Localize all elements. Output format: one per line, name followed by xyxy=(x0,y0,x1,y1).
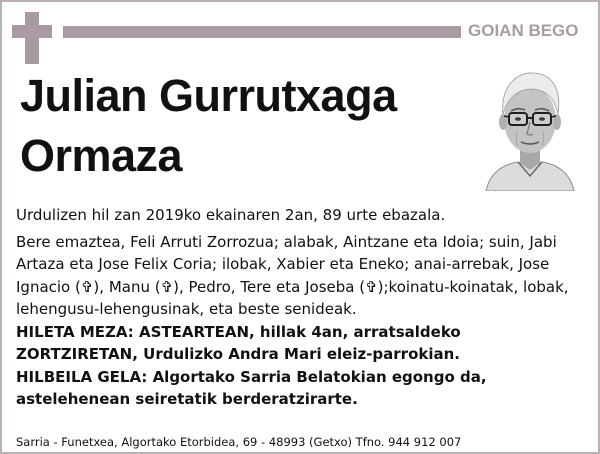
deceased-name-line2: Ormaza xyxy=(20,130,183,181)
wake-room-text: HILBEILA GELA: Algortako Sarria Belatokian egongo da, astelehenean seiretatik berderatzirarte. xyxy=(16,367,487,408)
deceased-name-line1: Julian Gurrutxaga xyxy=(20,70,397,121)
funeral-home-footer: Sarria - Funetxea, Algortako Etorbidea, 69 - 48993 (Getxo) Tfno. 944 912 007 xyxy=(16,435,462,449)
header-rule xyxy=(63,26,461,38)
family-list-text: Bere emaztea, Feli Arruti Zorrozua; alabak, Aintzane eta Idoia; suin, Jabi Artaza eta Jose Felix Coria; ilobak, Xabier eta Eneko; anai-arrebak, Jose Ignacio (✞), Manu (✞), Pedro, Tere eta Joseba (✞);koinatu-koinatak, lobak, lehengusu-lehengusinak, eta beste senideak. xyxy=(16,232,569,318)
header-label: GOIAN BEGO xyxy=(468,21,579,40)
portrait-photo xyxy=(484,64,576,191)
funeral-mass-text: HILETA MEZA: ASTEARTEAN, hillak 4an, arratsaldeko ZORTZIRETAN, Urdulizko Andra Mari eleiz-parrokian. xyxy=(16,322,461,363)
cross-icon xyxy=(25,12,39,64)
death-notice-text: Urdulizen hil zan 2019ko ekainaren 2an, 89 urte ebazala. xyxy=(16,206,446,224)
cross-icon-bar xyxy=(12,25,52,38)
deceased-name xyxy=(20,66,460,186)
obituary-body xyxy=(16,204,582,411)
